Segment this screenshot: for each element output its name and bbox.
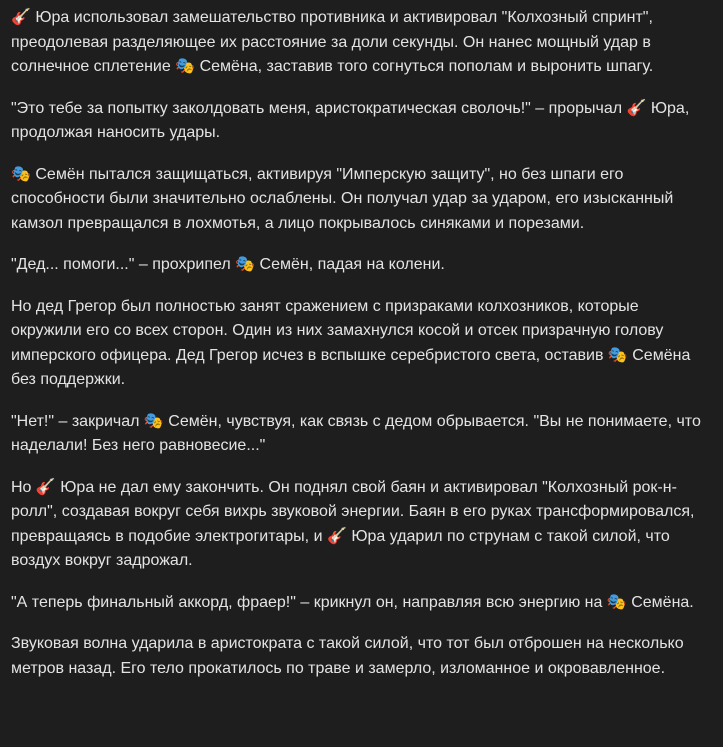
paragraph: 🎭 Семён пытался защищаться, активируя "Имперскую защиту", но без шпаги его способности были значительно ослаблены. Он получал удар за ударом, его изысканный камзол превращался в лохмотья, а лицо покрывалось синяками и порезами. [11, 165, 674, 232]
paragraph: "Нет!" – закричал 🎭 Семён, чувствуя, как связь с дедом обрывается. "Вы не понимаете, что наделали! Без него равновесие..." [11, 412, 701, 454]
message-body [11, 6, 711, 681]
paragraph: "Дед... помоги..." – прохрипел 🎭 Семён, падая на колени. [11, 256, 445, 273]
paragraph: "Это тебе за попытку заколдовать меня, аристократическая сволочь!" – прорычал 🎸 Юра, продолжая наносить удары. [11, 99, 690, 141]
paragraph: Но дед Грегор был полностью занят сражением с призраками колхозников, которые окружили его со всех сторон. Один из них замахнулся косой и отсек призрачную голову имперского офицера. Дед Грегор исчез в вспышке серебристого света, оставив 🎭 Семёна без поддержки. [11, 297, 691, 388]
paragraph: "А теперь финальный аккорд, фраер!" – крикнул он, направляя всю энергию на 🎭 Семёна. [11, 593, 694, 611]
paragraph: Но 🎸 Юра не дал ему закончить. Он поднял свой баян и активировал "Колхозный рок-н-ролл", создавая вокруг себя вихрь звуковой энергии. Баян в его руках трансформировался, превращаясь в подобие электрогитары, и 🎸 Юра ударил по струнам с такой силой, что воздух вокруг задрожал. [11, 478, 695, 569]
paragraph: 🎸 Юра использовал замешательство противника и активировал "Колхозный спринт", преодолевая разделяющее их расстояние за доли секунды. Он нанес мощный удар в солнечное сплетение 🎭 Семёна, заставив того согнуться пополам и выронить шпагу. [11, 9, 654, 75]
paragraph: Звуковая волна ударила в аристократа с такой силой, что тот был отброшен на несколько метров назад. Его тело прокатилось по траве и замерло, изломанное и окровавленное. [11, 635, 684, 677]
